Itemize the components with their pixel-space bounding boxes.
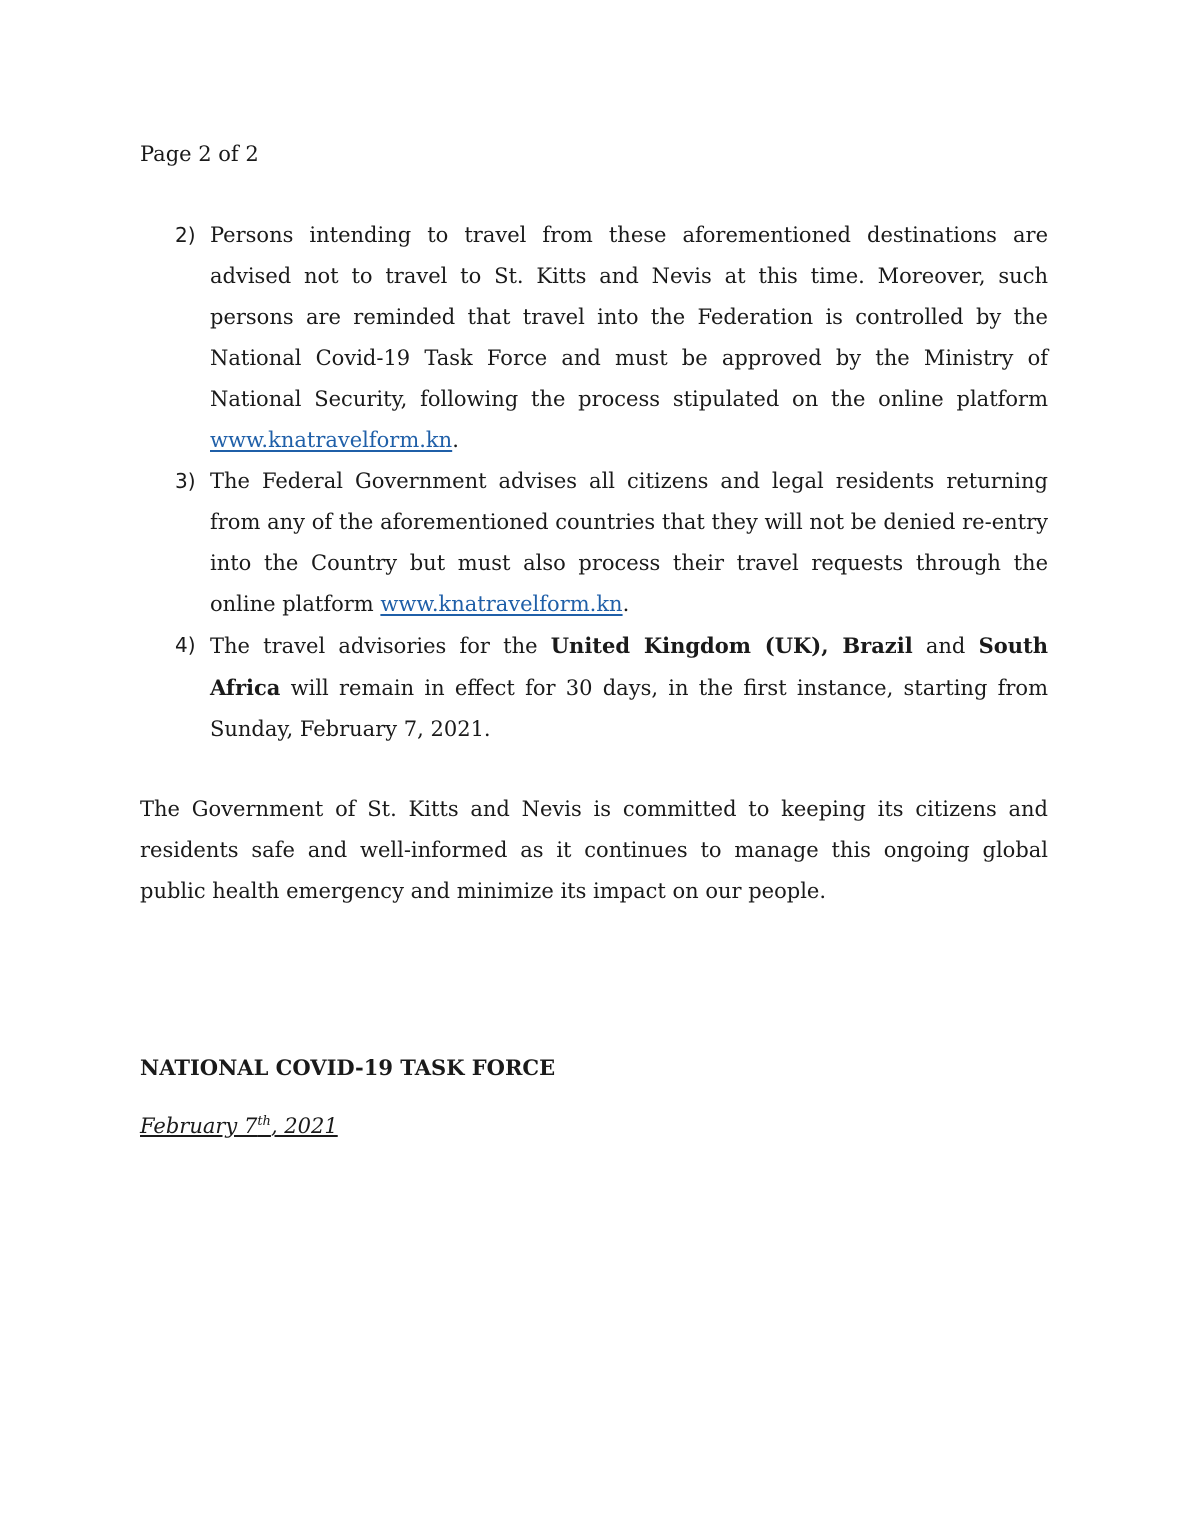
list-number: 3) — [175, 469, 196, 493]
country-name-bold: South Africa — [210, 633, 1048, 700]
list-item-end: . — [452, 428, 459, 452]
page-number: Page 2 of 2 — [140, 142, 259, 166]
travel-form-link[interactable]: www.knatravelform.kn — [380, 592, 623, 616]
date-year: , 2021 — [270, 1114, 338, 1138]
list-number: 4) — [175, 633, 196, 657]
date-month-day: February 7 — [140, 1114, 258, 1138]
signature-block: NATIONAL COVID-19 TASK FORCE — [140, 1055, 556, 1080]
travel-form-link[interactable]: www.knatravelform.kn — [210, 428, 453, 452]
list-item-text: and — [912, 634, 979, 658]
date-suffix: th — [257, 1114, 271, 1129]
list-item-end: . — [622, 592, 630, 616]
list-item-2 — [140, 215, 1048, 461]
advisory-list — [140, 215, 1048, 750]
list-item-text: The travel advisories for the — [210, 634, 551, 658]
list-number: 2) — [175, 223, 196, 247]
list-item-text: Persons intending to travel from these aforementioned destinations are advised not to travel to St. Kitts and Nevis at this time. Moreover, such persons are reminded that travel into the Federation is controlled by the National Covid-19 Task Force and must be approved by the Ministry of National Security, following the process stipulated on the online platform — [210, 223, 1048, 411]
closing-paragraph: The Government of St. Kitts and Nevis is committed to keeping its citizens and residents safe and well-informed as it continues to manage this ongoing global public health emergency and minimize its impact on our people. — [140, 797, 1048, 903]
list-item-text: The Federal Government advises all citizens and legal residents returning from any of the aforementioned countries that they will not be denied re-entry into the Country but must also process their travel requests through the online platform — [210, 469, 1048, 616]
country-names-bold: United Kingdom (UK), Brazil — [550, 633, 913, 658]
list-item-4 — [140, 625, 1048, 750]
list-item-3 — [140, 461, 1048, 625]
date-line — [140, 1107, 346, 1141]
list-item-text: will remain in effect for 30 days, in the first instance, starting from Sunday, February 7, 2021. — [210, 676, 1048, 741]
